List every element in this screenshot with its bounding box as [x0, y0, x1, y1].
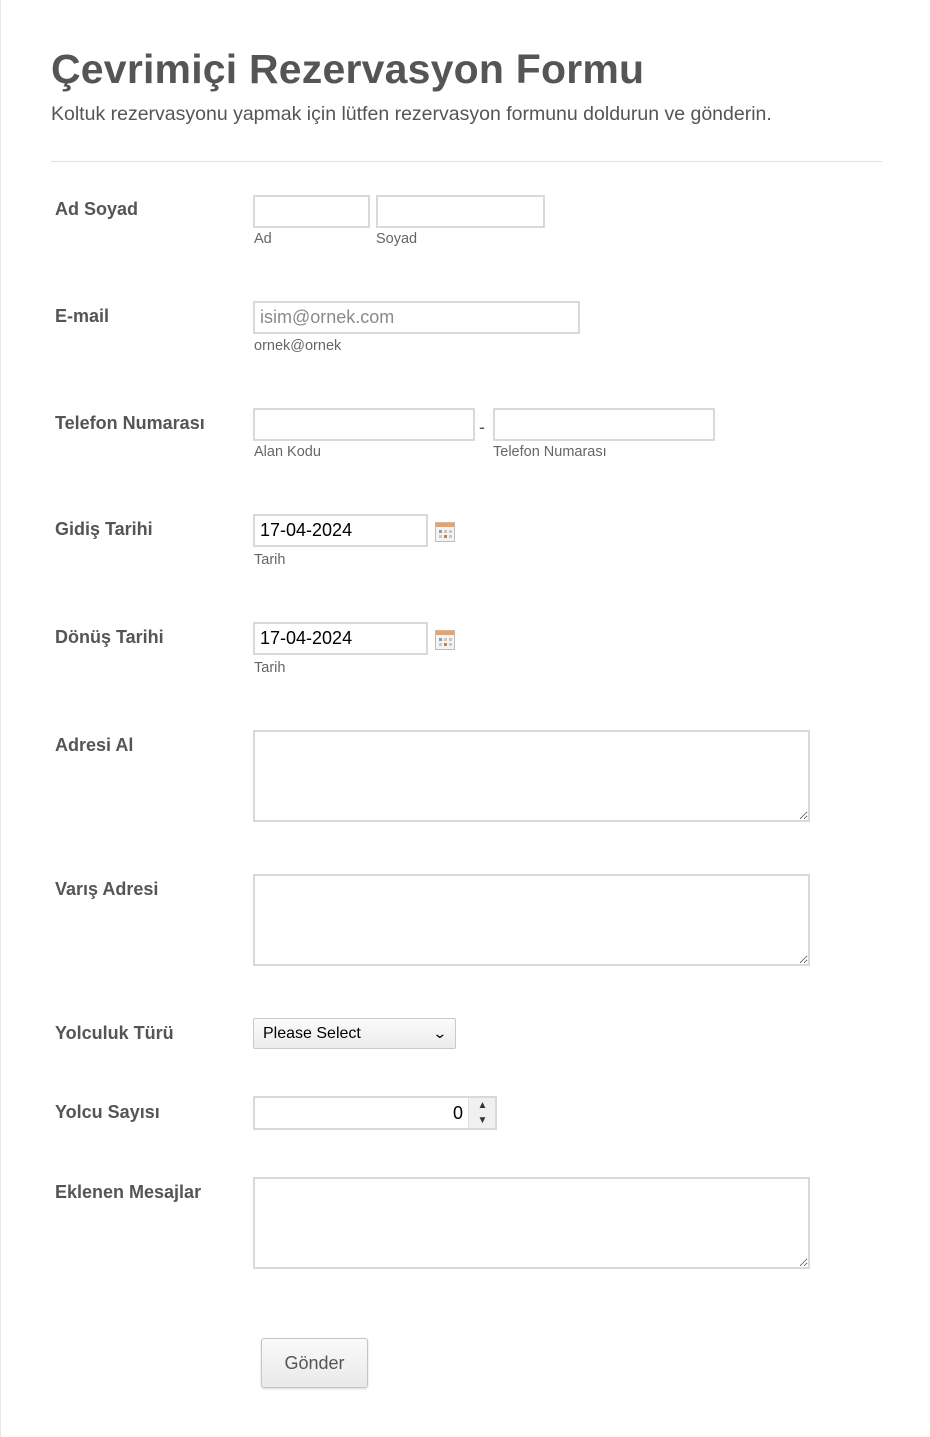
trip-type-selected-value: Please Select [263, 1024, 361, 1042]
first-name-sublabel: Ad [254, 231, 272, 247]
departure-date-label: Gidiş Tarihi [55, 519, 153, 539]
stepper-arrows [468, 1098, 495, 1128]
email-label: E-mail [55, 306, 110, 326]
decrement-arrow-icon[interactable]: ▼ [477, 1115, 488, 1126]
return-date-input[interactable] [253, 622, 428, 655]
calendar-icon[interactable] [435, 630, 455, 650]
phone-label: Telefon Numarası [55, 413, 205, 433]
trip-type-label: Yolculuk Türü [55, 1023, 174, 1043]
area-code-sublabel: Alan Kodu [254, 444, 321, 460]
return-date-label: Dönüş Tarihi [55, 627, 164, 647]
trip-type-select[interactable] [253, 1018, 456, 1049]
pickup-address-label: Adresi Al [55, 735, 134, 755]
phone-separator: - [479, 417, 485, 437]
first-name-input[interactable] [253, 195, 370, 228]
calendar-icon[interactable] [435, 522, 455, 542]
pickup-address-textarea[interactable] [253, 730, 810, 822]
form-subtitle: Koltuk rezervasyonu yapmak için lütfen rezervasyon formunu doldurun ve gönderin. [51, 103, 772, 125]
destination-address-textarea[interactable] [253, 874, 810, 966]
return-date-sublabel: Tarih [254, 660, 286, 676]
last-name-sublabel: Soyad [376, 231, 418, 247]
email-input[interactable] [253, 301, 580, 334]
submit-button[interactable]: Gönder [261, 1338, 368, 1388]
departure-date-input[interactable] [253, 514, 428, 547]
phone-number-sublabel: Telefon Numarası [493, 444, 607, 460]
additional-messages-textarea[interactable] [253, 1177, 810, 1269]
destination-address-label: Varış Adresi [55, 879, 159, 899]
email-sublabel: ornek@ornek [254, 338, 342, 354]
additional-messages-label: Eklenen Mesajlar [55, 1182, 202, 1202]
increment-arrow-icon[interactable]: ▲ [477, 1100, 488, 1111]
phone-number-input[interactable] [493, 408, 715, 441]
passenger-count-value: 0 [452, 1103, 463, 1123]
area-code-input[interactable] [253, 408, 475, 441]
header-divider [51, 161, 882, 162]
passenger-count-stepper[interactable] [253, 1096, 497, 1130]
chevron-down-icon: ⌄ [432, 1025, 448, 1041]
form-title: Çevrimiçi Rezervasyon Formu [51, 46, 645, 92]
passenger-count-label: Yolcu Sayısı [55, 1102, 160, 1122]
last-name-input[interactable] [376, 195, 545, 228]
departure-date-sublabel: Tarih [254, 552, 286, 568]
name-label: Ad Soyad [55, 199, 139, 219]
